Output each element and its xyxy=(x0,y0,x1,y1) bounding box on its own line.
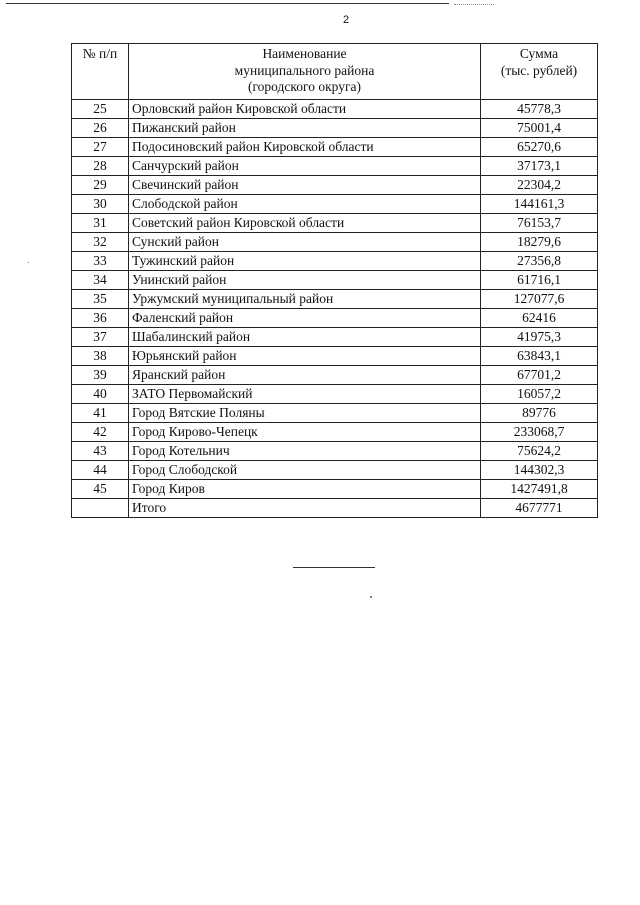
row-num: 39 xyxy=(72,365,129,384)
row-num: 26 xyxy=(72,118,129,137)
header-name-line: Наименование xyxy=(262,46,347,61)
table-row xyxy=(72,213,598,232)
total-row xyxy=(72,498,598,517)
scan-speck xyxy=(28,262,29,263)
row-name: ЗАТО Первомайский xyxy=(129,384,481,403)
table-row xyxy=(72,422,598,441)
table-row xyxy=(72,156,598,175)
row-num: 41 xyxy=(72,403,129,422)
row-name: Советский район Кировской области xyxy=(129,213,481,232)
row-sum: 1427491,8 xyxy=(481,479,598,498)
row-num: 42 xyxy=(72,422,129,441)
table-row xyxy=(72,99,598,118)
row-name: Свечинский район xyxy=(129,175,481,194)
row-num: 34 xyxy=(72,270,129,289)
row-sum: 65270,6 xyxy=(481,137,598,156)
row-num: 25 xyxy=(72,99,129,118)
row-name: Подосиновский район Кировской области xyxy=(129,137,481,156)
table-row xyxy=(72,232,598,251)
table-row xyxy=(72,365,598,384)
row-num: 29 xyxy=(72,175,129,194)
row-sum: 89776 xyxy=(481,403,598,422)
row-num: 38 xyxy=(72,346,129,365)
row-sum: 75624,2 xyxy=(481,441,598,460)
header-num: № п/п xyxy=(72,44,129,100)
row-num: 45 xyxy=(72,479,129,498)
header-sum-line: (тыс. рублей) xyxy=(500,62,578,78)
row-name: Яранский район xyxy=(129,365,481,384)
row-num: 36 xyxy=(72,308,129,327)
row-sum: 37173,1 xyxy=(481,156,598,175)
row-sum: 18279,6 xyxy=(481,232,598,251)
row-sum: 63843,1 xyxy=(481,346,598,365)
table-row xyxy=(72,479,598,498)
row-num: 28 xyxy=(72,156,129,175)
page-number: 2 xyxy=(342,14,350,26)
row-num: 33 xyxy=(72,251,129,270)
table-row xyxy=(72,327,598,346)
top-rule-dotted xyxy=(454,4,494,5)
budget-table xyxy=(71,43,598,518)
row-num: 27 xyxy=(72,137,129,156)
total-label: Итого xyxy=(129,498,481,517)
row-sum: 127077,6 xyxy=(481,289,598,308)
row-name: Унинский район xyxy=(129,270,481,289)
total-num xyxy=(72,498,129,517)
row-name: Город Киров xyxy=(129,479,481,498)
table-row xyxy=(72,251,598,270)
row-name: Город Кирово-Чепецк xyxy=(129,422,481,441)
header-sum-line: Сумма xyxy=(519,46,559,61)
row-name: Сунский район xyxy=(129,232,481,251)
row-sum: 62416 xyxy=(481,308,598,327)
row-sum: 144302,3 xyxy=(481,460,598,479)
row-name: Юрьянский район xyxy=(129,346,481,365)
header-name-line: (городского округа) xyxy=(247,79,362,94)
table-row xyxy=(72,346,598,365)
row-name: Тужинский район xyxy=(129,251,481,270)
row-sum: 45778,3 xyxy=(481,99,598,118)
row-name: Слободской район xyxy=(129,194,481,213)
row-name: Орловский район Кировской области xyxy=(129,99,481,118)
row-name: Санчурский район xyxy=(129,156,481,175)
row-sum: 16057,2 xyxy=(481,384,598,403)
row-num: 44 xyxy=(72,460,129,479)
table-row xyxy=(72,308,598,327)
table-header-row xyxy=(72,44,598,100)
row-name: Пижанский район xyxy=(129,118,481,137)
row-num: 43 xyxy=(72,441,129,460)
top-rule xyxy=(6,3,449,4)
table-row xyxy=(72,194,598,213)
scan-speck xyxy=(370,596,372,598)
row-name: Город Вятские Поляны xyxy=(129,403,481,422)
header-name xyxy=(129,44,481,100)
row-sum: 67701,2 xyxy=(481,365,598,384)
header-name-line: муниципального района xyxy=(234,62,375,78)
table-row xyxy=(72,175,598,194)
table-row xyxy=(72,403,598,422)
table-row xyxy=(72,441,598,460)
table-row xyxy=(72,118,598,137)
table-row xyxy=(72,384,598,403)
row-name: Город Слободской xyxy=(129,460,481,479)
row-sum: 233068,7 xyxy=(481,422,598,441)
row-num: 37 xyxy=(72,327,129,346)
row-sum: 75001,4 xyxy=(481,118,598,137)
table-row xyxy=(72,137,598,156)
table-row xyxy=(72,460,598,479)
row-num: 30 xyxy=(72,194,129,213)
row-num: 35 xyxy=(72,289,129,308)
table-row xyxy=(72,270,598,289)
row-sum: 22304,2 xyxy=(481,175,598,194)
row-sum: 61716,1 xyxy=(481,270,598,289)
row-sum: 76153,7 xyxy=(481,213,598,232)
row-sum: 144161,3 xyxy=(481,194,598,213)
row-num: 40 xyxy=(72,384,129,403)
row-name: Город Котельнич xyxy=(129,441,481,460)
table-row xyxy=(72,289,598,308)
total-sum: 4677771 xyxy=(481,498,598,517)
row-num: 32 xyxy=(72,232,129,251)
row-sum: 27356,8 xyxy=(481,251,598,270)
row-num: 31 xyxy=(72,213,129,232)
row-name: Уржумский муниципальный район xyxy=(129,289,481,308)
row-name: Шабалинский район xyxy=(129,327,481,346)
row-sum: 41975,3 xyxy=(481,327,598,346)
bottom-rule xyxy=(293,567,375,568)
header-sum xyxy=(481,44,598,100)
row-name: Фаленский район xyxy=(129,308,481,327)
